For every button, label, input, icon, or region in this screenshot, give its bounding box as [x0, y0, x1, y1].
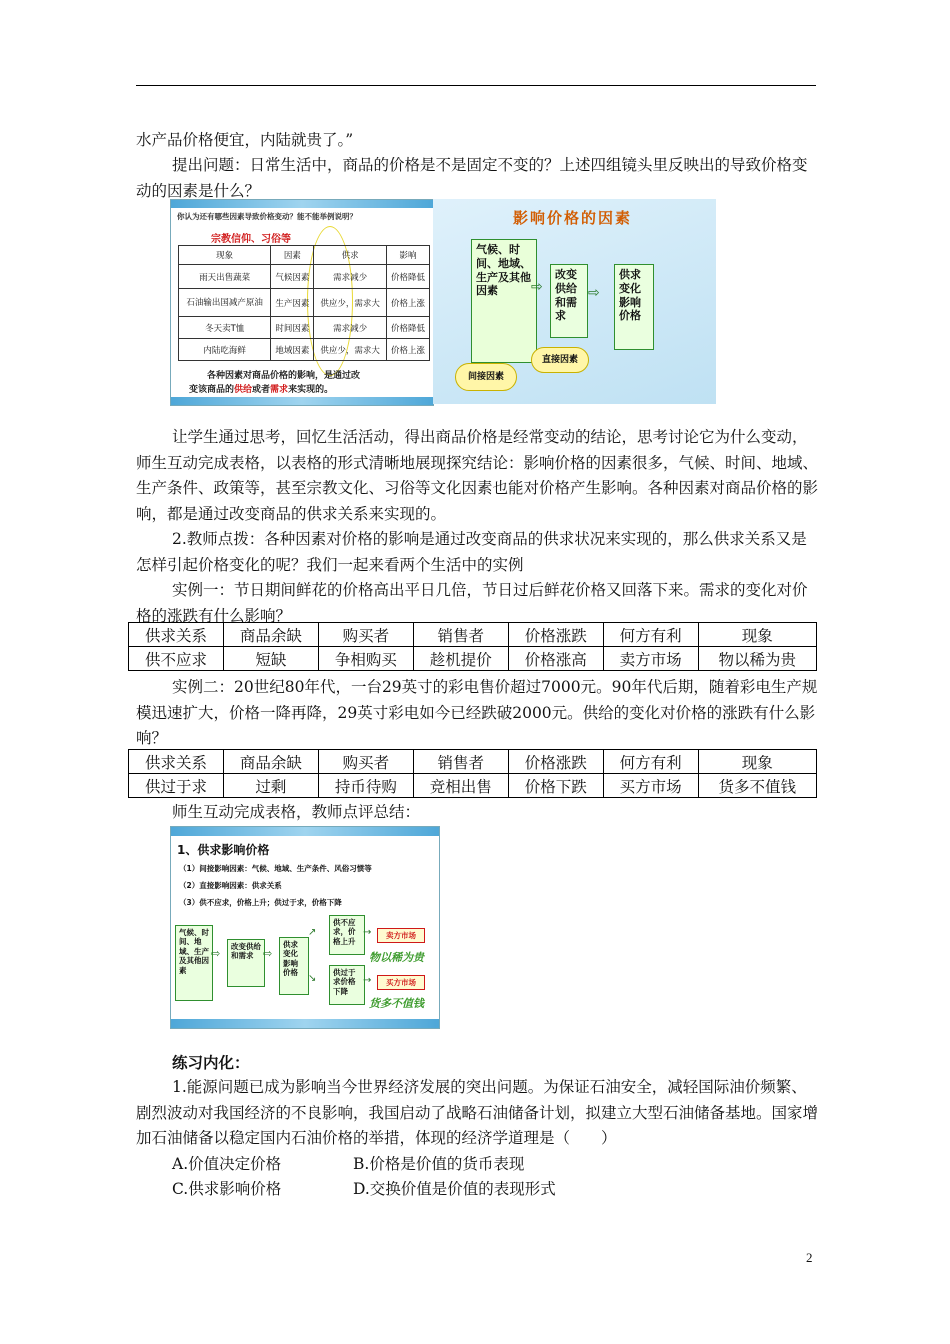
paragraph-example1: 实例一：节日期间鲜花的价格高出平日几倍，节日过后鲜花价格又回落下来。需求的变化对价格的涨跌有什么影响？ — [136, 581, 808, 625]
slide-price-factors — [433, 199, 716, 404]
exercise-question: 1.能源问题已成为影响当今世界经济发展的突出问题。为保证石油安全，减轻国际油价频繁、剧烈波动对我国经济的不良影响，我国启动了战略石油储备计划，拟建立大型石油储备基地。国家增加石油储备以稳定国内石油价格的举措，体现的经济学道理是（ ） — [136, 1078, 819, 1147]
arrow-upper-icon: ↗ — [308, 927, 317, 938]
paragraph-example2: 实例二：20世纪80年代，一台29英寸的彩电售价超过7000元。90年代后期，随着彩电生产规模迅速扩大，价格一降再降，29英寸彩电如今已经跌破2000元。供给的变化对价格的涨跌有什么影响？ — [136, 678, 818, 747]
slide-footer-line1: 各种因素对商品价格的影响，是通过改 — [207, 371, 361, 381]
text-line: 水产品价格便宜，内陆就贵了。” — [136, 131, 354, 149]
arrow-right-icon: → — [363, 975, 372, 986]
paragraph-question: 提出问题：日常生活中，商品的价格是不是固定不变的？上述四组镜头里反映出的导致价格变动的因素是什么？ — [136, 156, 808, 200]
slide3-line3: （3）供不应求，价格上升；供过于求，价格下降 — [179, 898, 342, 907]
seller-market-label: 卖方市场 — [377, 928, 425, 943]
exercise-heading: 练习内化： — [172, 1053, 250, 1072]
arrow-right-icon: ⇨ — [211, 947, 221, 960]
phrase-scarce: 物以稀为贵 — [369, 951, 424, 964]
circle-note: 宗教信仰、习俗等 — [211, 234, 291, 245]
supply-demand-price-box: 供求变化影响价格 — [614, 264, 654, 350]
surplus-box: 供过于求价格下降 — [329, 965, 365, 1005]
buyer-market-label: 买方市场 — [377, 975, 425, 990]
arrow-right-icon: ⇨ — [588, 285, 600, 301]
factors-box: 气候、时间、地域、生产及其他因素 — [175, 925, 213, 1001]
factors-table: 现象 因素 供求 影响 雨天出售蔬菜 气候因素 需求减少 价格降低 石油输出国减产原油 生产因素 供应少，需求大 价格上涨 冬天卖T恤 时间因素 需求减少 价格降低 内陆吃海鲜 地域因素 供应少，需求大 价格上涨 — [178, 245, 430, 361]
phrase-plenty: 货多不值钱 — [369, 997, 424, 1010]
slide3-line1: （1）间接影响因素：气候、地域、生产条件、风俗习惯等 — [179, 864, 372, 873]
page-number: 2 — [806, 1250, 813, 1265]
indirect-factors-box: 气候、时间、地域、生产及其他因素 — [471, 239, 537, 363]
arrow-lower-icon: ↘ — [308, 973, 317, 984]
slide-question: 你认为还有哪些因素导致价格变动？能不能举例说明？ — [177, 212, 357, 221]
cloud-direct: 直接因素 — [531, 347, 589, 373]
paragraph-discussion: 让学生通过思考，回忆生活活动，得出商品价格是经常变动的结论，思考讨论它为什么变动，师生互动完成表格，以表格的形式清晰地展现探究结论：影响价格的因素很多，气候、时间、地域、生产条件、政策等，甚至宗教文化、习俗等文化因素也能对价格产生影响。各种因素对商品价格的影响，都是通过改变商品的供求关系来实现的。 — [136, 428, 819, 523]
option-b: B.价格是价值的货币表现 — [353, 1155, 525, 1173]
arrow-right-icon: ⇨ — [531, 279, 543, 295]
paragraph-summary-intro: 师生互动完成表格，教师点评总结： — [172, 803, 421, 821]
slide-footer-line2: 变该商品的供给或者需求来实现的。 — [189, 385, 334, 395]
table-shortage: 供求关系 商品余缺 购买者 销售者 价格涨跌 何方有利 现象 供不应求 短缺 争相购买 趁机提价 价格涨高 卖方市场 物以稀为贵 — [128, 622, 817, 671]
arrow-right-icon: → — [363, 927, 372, 938]
option-c: C.供求影响价格 — [172, 1180, 282, 1198]
cloud-indirect: 间接因素 — [455, 363, 517, 391]
table-surplus: 供求关系 商品余缺 购买者 销售者 价格涨跌 何方有利 现象 供过于求 过剩 持币待购 竞相出售 价格下跌 买方市场 货多不值钱 — [128, 749, 817, 798]
paragraph-teacher: 2.教师点拨：各种因素对价格的影响是通过改变商品的供求状况来实现的，那么供求关系又是怎样引起价格变化的呢？我们一起来看两个生活中的实例 — [136, 530, 807, 574]
change-supply-box: 改变供给和需求 — [227, 939, 265, 987]
header-rule — [136, 85, 816, 86]
slide2-title: 影响价格的因素 — [513, 209, 633, 227]
option-d: D.交换价值是价值的表现形式 — [353, 1180, 556, 1198]
supply-change-box: 供求变化影响价格 — [279, 937, 309, 995]
slide-factors-table — [170, 199, 434, 406]
slide3-line2: （2）直接影响因素：供求关系 — [179, 881, 282, 890]
shortage-box: 供不应求，价格上升 — [329, 915, 365, 955]
option-a: A.价值决定价格 — [172, 1155, 282, 1173]
slide3-title: 1、供求影响价格 — [177, 843, 270, 857]
change-supply-demand-box: 改变供给和需求 — [550, 264, 588, 338]
arrow-right-icon: ⇨ — [263, 947, 273, 960]
slide-supply-demand — [170, 826, 440, 1029]
